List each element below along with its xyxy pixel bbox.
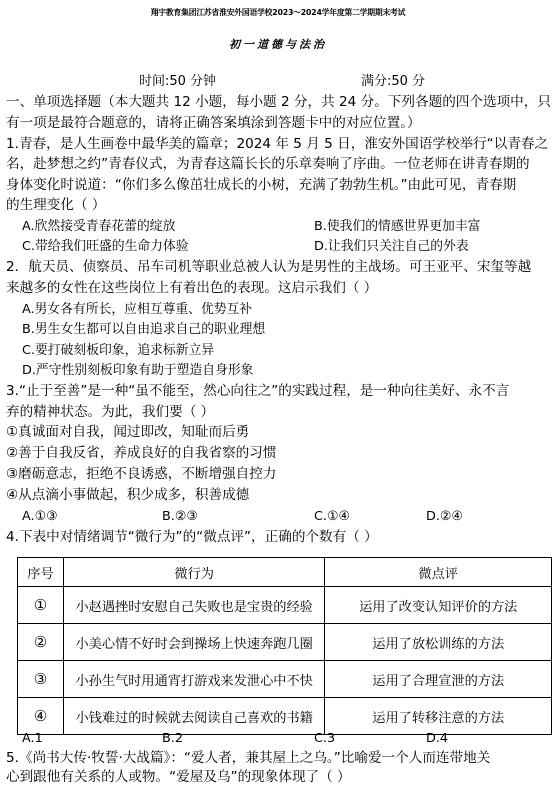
- q3-statement-3: ③磨砺意志，拒绝不良诱惑，不断增强自控力: [6, 466, 277, 482]
- q3-statement-2: ②善于自我反省，养成良好的自我省察的习惯: [6, 445, 277, 461]
- table-cell-comment: 运用了合理宣泄的方法: [325, 661, 552, 698]
- q1-option-b[interactable]: B.使我们的情感世界更加丰富: [314, 219, 481, 234]
- q1-option-d[interactable]: D.让我们只关注自己的外表: [314, 239, 469, 254]
- table-cell-behavior: 小美心情不好时会到操场上快速奔跑几圈: [63, 624, 324, 661]
- section-heading-line1: 一、单项选择题（本大题共 12 小题，每小题 2 分，共 24 分。下列各题的四个选项中，只: [6, 94, 551, 110]
- q2-option-a[interactable]: A.男女各有所长，应相互尊重、优势互补: [22, 302, 253, 317]
- exam-score: 满分:50 分: [361, 74, 426, 89]
- q2-option-b[interactable]: B.男生女生都可以自由追求自己的职业理想: [22, 322, 266, 337]
- table-cell-behavior: 小孙生气时用通宵打游戏来发泄心中不快: [63, 661, 324, 698]
- q3-stem-line2: 弃的精神状态。为此，我们要（ ）: [6, 404, 215, 420]
- q3-option-c[interactable]: C.①④: [314, 509, 350, 524]
- q4-table: [17, 557, 552, 735]
- table-row: [18, 661, 552, 698]
- q3-statement-4: ④从点滴小事做起，积少成多，积善成德: [6, 487, 250, 503]
- q3-statement-1: ①真诚面对自我，闻过即改，知耻而后勇: [6, 424, 250, 440]
- q3-option-b[interactable]: B.②③: [162, 509, 198, 524]
- q1-stem-line1: 1.青春，是人生画卷中最华美的篇章；2024 年 5 月 5 日，淮安外国语学校举行“以青春之: [6, 136, 549, 152]
- q4-option-a[interactable]: A.1: [22, 731, 43, 746]
- table-row: [18, 587, 552, 624]
- q4-stem-line1: 4.下表中对情绪调节“微行为”的“微点评”，正确的个数有（ ）: [6, 529, 378, 545]
- q1-option-a[interactable]: A.欣然接受青春花蕾的绽放: [22, 219, 176, 234]
- section-heading-line2: 有一项是最符合题意的，请将正确答案填涂到答题卡中的对应位置。）: [6, 115, 421, 131]
- table-header-cell: 微点评: [325, 558, 552, 587]
- table-header-row: [18, 558, 552, 587]
- q3-option-d[interactable]: D.②④: [426, 509, 463, 524]
- subject-title: 初一道德与法治: [229, 38, 327, 51]
- q2-stem-line1: 2．航天员、侦察员、吊车司机等职业总被人认为是男性的主战场。可王亚平、宋玺等越: [6, 259, 532, 275]
- table-cell-behavior: 小赵遇挫时安慰自己失败也是宝贵的经验: [63, 587, 324, 624]
- q4-option-c[interactable]: C.3: [314, 731, 336, 746]
- table-cell-index: ②: [18, 624, 64, 661]
- q2-stem-line2: 来越多的女性在这些岗位上有着出色的表现。这启示我们（ ）: [6, 280, 378, 296]
- q2-option-c[interactable]: C.要打破刻板印象，追求标新立异: [22, 343, 215, 358]
- table-cell-index: ③: [18, 661, 64, 698]
- q5-stem-line1: 5.《尚书大传·牧誓·大战篇》：“爱人者，兼其屋上之乌。”比喻爱一个人而连带地关: [6, 750, 491, 766]
- table-header-cell: 序号: [18, 558, 64, 587]
- school-title: 翔宇教育集团江苏省淮安外国语学校2023～2024学年度第二学期期末考试: [150, 8, 406, 17]
- q4-option-d[interactable]: D.4: [426, 731, 449, 746]
- q3-stem-line1: 3.“止于至善”是一种“虽不能至，然心向往之”的实践过程，是一种向往美好、永不言: [6, 383, 510, 399]
- table-cell-comment: 运用了放松训练的方法: [325, 624, 552, 661]
- q3-option-a[interactable]: A.①③: [22, 509, 58, 524]
- exam-time: 时间:50 分钟: [139, 74, 217, 89]
- q2-option-d[interactable]: D.严守性别刻板印象有助于塑造自身形象: [22, 363, 254, 378]
- q1-stem-line2: 名，赴梦想之约”青春仪式，为青春这篇长长的乐章奏响了序曲。一位老师在讲青春期的: [6, 156, 530, 172]
- q5-stem-line2: 心到跟他有关系的人或物。“爱屋及乌”的现象体现了（ ）: [6, 769, 351, 785]
- table-cell-comment: 运用了改变认知评价的方法: [325, 587, 552, 624]
- table-header-cell: 微行为: [63, 558, 324, 587]
- table-cell-index: ①: [18, 587, 64, 624]
- q1-stem-line4: 的生理变化（ ）: [6, 197, 106, 213]
- table-row: [18, 698, 552, 735]
- q1-stem-line3: 身体变化时说道：“你们多么像茁壮成长的小树，充满了勃勃生机。”由此可见，青春期: [6, 177, 517, 193]
- q4-option-b[interactable]: B.2: [162, 731, 183, 746]
- table-cell-index: ④: [18, 698, 64, 735]
- table-row: [18, 624, 552, 661]
- table-cell-behavior: 小钱难过的时候就去阅读自己喜欢的书籍: [63, 698, 324, 735]
- table-cell-comment: 运用了转移注意的方法: [325, 698, 552, 735]
- q1-option-c[interactable]: C.带给我们旺盛的生命力体验: [22, 239, 189, 254]
